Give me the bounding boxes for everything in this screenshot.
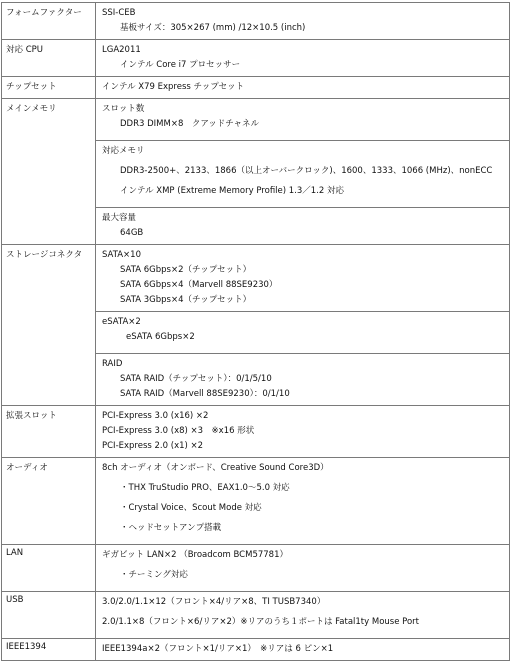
sata-chipset-6g: SATA 6Gbps×2（チップセット） [120,265,252,275]
row-label: オーディオ [2,458,96,545]
lan-main: ギガビット LAN×2 （Broadcom BCM57781） [102,550,288,560]
pcie2-x1: PCI-Express 2.0 (x1) ×2 [102,441,204,451]
usb2: 2.0/1.1×8（フロント×6/リア×2）※リアのうち１ポートは Fatal1ty Mouse Port [102,617,420,627]
row-value [96,3,510,40]
row-cpu [2,40,510,77]
memory-support-xmp: インテル XMP (Extreme Memory Profile) 1.3／1.2 対応 [120,186,345,196]
value-block [96,545,509,591]
row-value [96,406,510,458]
row-label: ストレージコネクタ [2,245,96,406]
sata-marvell-6g: SATA 6Gbps×4（Marvell 88SE9230） [120,280,278,290]
raid-marvell: SATA RAID（Marvell 88SE9230）：0/1/10 [120,389,290,399]
cpu-socket: LGA2011 [102,45,141,55]
row-lan [2,545,510,592]
usb3: 3.0/2.0/1.1×12（フロント×4/リア×8、TI TUSB7340） [102,597,326,607]
memory-support-title: 対応メモリ [102,146,145,156]
pcie3-x8: PCI-Express 3.0 (x8) ×3 ※x16 形状 [102,426,255,436]
row-expansion [2,406,510,458]
value-block [96,3,509,39]
cpu-type: インテル Core i7 プロセッサー [120,60,241,70]
row-label: 対応 CPU [2,40,96,77]
pcie3-x16: PCI-Express 3.0 (x16) ×2 [102,411,209,421]
sata-block [96,245,509,312]
board-size: 基板サイズ：305×267 (mm) /12×10.5 (inch) [120,23,306,33]
ieee1394-value: IEEE1394a×2（フロント×1/リア×1） ※リアは 6 ピン×1 [102,644,334,654]
audio-main: 8ch オーディオ（オンボード、Creative Sound Core3D） [102,463,329,473]
sata-chipset-3g: SATA 3Gbps×4（チップセット） [120,295,252,305]
value-block [96,40,509,76]
esata-block [96,312,509,354]
spec-table [1,2,510,661]
memory-slots-detail: DDR3 DIMM×8 クアッドチャネル [120,119,260,129]
memory-max-value: 64GB [120,228,144,238]
audio-thx: ・THX TruStudio PRO、EAX1.0～5.0 対応 [120,483,290,493]
row-label: USB [2,592,96,639]
row-label: メインメモリ [2,99,96,245]
row-value [96,592,510,639]
memory-slots-block [96,99,509,141]
lan-teaming: ・チーミング対応 [120,570,188,580]
row-label: 拡張スロット [2,406,96,458]
value-block [96,406,509,457]
value-block [96,592,509,638]
row-value [96,245,510,406]
row-value [96,40,510,77]
row-value [96,77,510,99]
row-value [96,458,510,545]
audio-headset-amp: ・ヘッドセットアンプ搭載 [120,523,222,533]
raid-block [96,354,509,405]
row-chipset [2,77,510,99]
memory-support-block [96,141,509,208]
raid-title: RAID [102,359,123,369]
sata-title: SATA×10 [102,250,141,260]
form-factor-value: SSI-CEB [102,8,136,18]
raid-chipset: SATA RAID（チップセット）：0/1/5/10 [120,374,272,384]
memory-max-block [96,208,509,244]
row-usb [2,592,510,639]
row-label: LAN [2,545,96,592]
row-label: IEEE1394 [2,639,96,661]
value-block [96,458,509,544]
memory-support-speeds: DDR3-2500+、2133、1866（以上オーバークロック)、1600、1333、1066 (MHz)、nonECC [120,166,493,176]
row-audio [2,458,510,545]
row-storage [2,245,510,406]
row-value [96,99,510,245]
row-label: チップセット [2,77,96,99]
row-memory [2,99,510,245]
row-label: フォームファクター [2,3,96,40]
esata-detail: eSATA 6Gbps×2 [126,332,195,342]
memory-max-title: 最大容量 [102,213,137,223]
row-form-factor [2,3,510,40]
value-block [96,77,509,98]
row-value [96,545,510,592]
audio-crystal-voice: ・Crystal Voice、Scout Mode 対応 [120,503,262,513]
chipset-value: インテル X79 Express チップセット [102,82,245,92]
esata-title: eSATA×2 [102,317,141,327]
memory-slots-title: スロット数 [102,104,145,114]
